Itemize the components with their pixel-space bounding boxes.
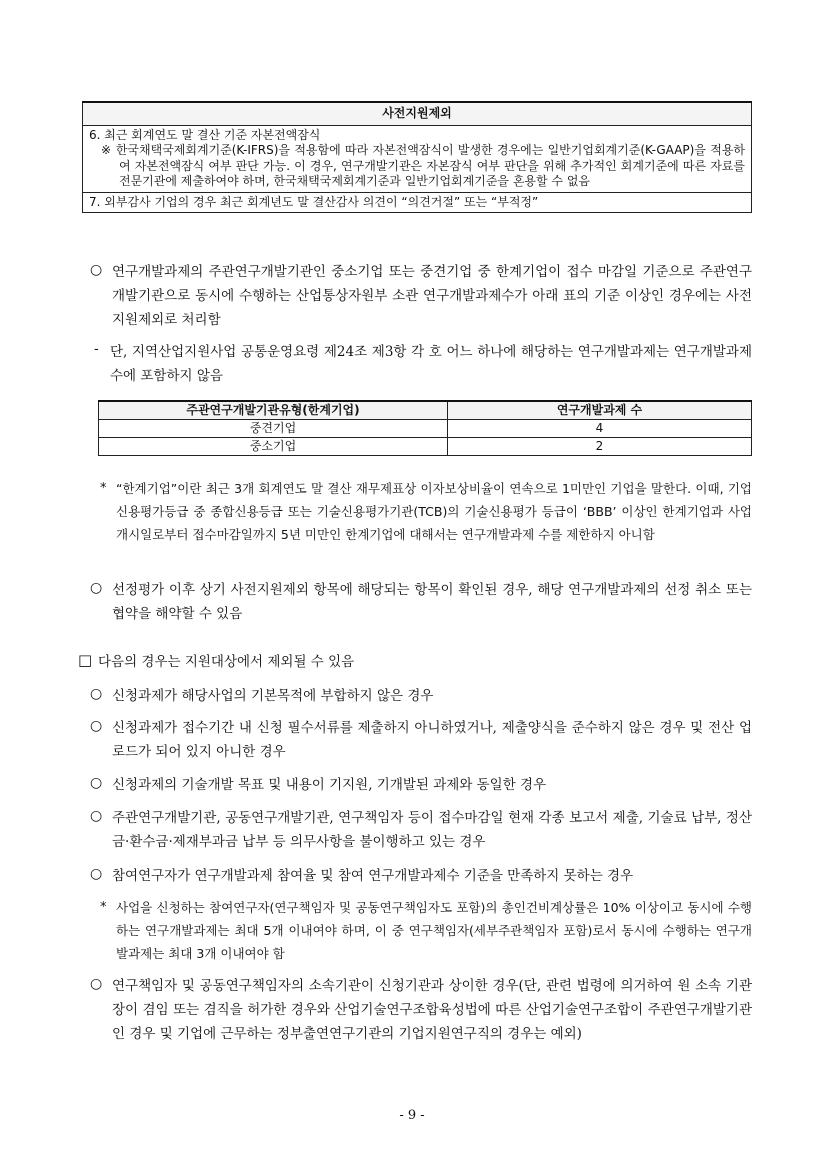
list-item: 신청과제의 기술개발 목표 및 내용이 기지원, 기개발된 과제와 동일한 경우 xyxy=(112,777,547,793)
circle-bullet: ○ xyxy=(90,866,103,882)
note-2: 사업을 신청하는 참여연구자(연구책임자 및 공동연구책임자도 포함)의 총인건비계상률은 10% 이상이고 동시에 수행하는 연구개발과제는 최대 5개 이내여야 하며, 이 중 연구책임자(세부주관책임자 포함)로서 동시에 수행하는 연구개발과제는 최대 3개 이내여야 함 xyxy=(116,900,752,961)
cell-type: 중견기업 xyxy=(99,420,448,438)
star-mark: * xyxy=(100,481,107,496)
col-header-count: 연구개발과제 수 xyxy=(448,401,752,420)
cell-count: 4 xyxy=(448,420,752,438)
circle-bullet: ○ xyxy=(90,775,103,791)
row6-note-text: 한국채택국제회계기준(K-IFRS)을 적용함에 따라 자본전액잠식이 발생한 경우에는 일반기업회계기준(K-GAAP)을 적용하여 자본전액잠식 여부 판단 가능. 이 경우, 연구개발기관은 자본잠식 여부 판단을 위해 추가적인 회계기준에 따른 자료를 전문기관에 제출하여야 하며, 한국채택국제회계기준과 일반기업회계기준을 혼용할 수 없음 xyxy=(115,143,745,188)
cell-count: 2 xyxy=(448,438,752,456)
circle-bullet: ○ xyxy=(90,262,103,278)
square-bullet: □ xyxy=(78,651,93,669)
circle-bullet: ○ xyxy=(90,718,103,734)
note-mark: ※ xyxy=(101,143,112,157)
table-row: 7. 외부감사 기업의 경우 최근 회계년도 말 결산감사 의견이 “의견거절” 또는 “부적정” xyxy=(83,192,752,213)
table-row xyxy=(99,420,752,438)
list-item: 주관연구개발기관, 공동연구개발기관, 연구책임자 등이 접수마감일 현재 각종 보고서 제출, 기술료 납부, 정산금·환수금·제재부과금 납부 등 의무사항을 불이행하고 있는 경우 xyxy=(112,810,752,850)
page-number: - 9 - xyxy=(399,1108,425,1123)
table-header: 사전지원제외 xyxy=(83,102,752,125)
paragraph-1: 연구개발과제의 주관연구개발기관인 중소기업 또는 중견기업 중 한계기업이 접수 마감일 기준으로 주관연구개발기관으로 동시에 수행하는 산업통상자원부 소관 연구개발과제수가 아래 표의 기준 이상인 경우에는 사전지원제외로 처리함 xyxy=(112,264,752,328)
list-item: 참여연구자가 연구개발과제 참여율 및 참여 연구개발과제수 기준을 만족하지 못하는 경우 xyxy=(112,868,634,884)
pre-exclusion-table xyxy=(82,101,752,213)
col-header-type: 주관연구개발기관유형(한계기업) xyxy=(99,401,448,420)
section-title: 다음의 경우는 지원대상에서 제외될 수 있음 xyxy=(98,654,355,670)
circle-bullet: ○ xyxy=(90,976,103,992)
project-count-table xyxy=(98,400,752,456)
list-item: 연구책임자 및 공동연구책임자의 소속기관이 신청기관과 상이한 경우(단, 관련 법령에 의거하여 원 소속 기관장이 겸임 또는 겸직을 허가한 경우와 산업기술연구조합육성법에 따른 산업기술연구조합이 주관연구개발기관인 경우 및 기업에 근무하는 정부출연연구기관의 기업지원연구직의 경우는 예외) xyxy=(112,978,752,1042)
dash-bullet: - xyxy=(94,341,99,357)
table-row xyxy=(83,125,752,192)
circle-bullet: ○ xyxy=(90,686,103,702)
note-1: “한계기업”이란 최근 3개 회계연도 말 결산 재무제표상 이자보상비율이 연속으로 1미만인 기업을 말한다. 이때, 기업신용평가등급 중 종합신용등급 또는 기술신용평가기관(TCB)의 기술신용평가 등급이 ‘BBB’ 이상인 한계기업과 사업개시일로부터 접수마감일까지 5년 미만인 한계기업에 대해서는 연구개발과제 수를 제한하지 아니함 xyxy=(116,481,752,542)
list-item: 신청과제가 해당사업의 기본목적에 부합하지 않은 경우 xyxy=(112,688,434,704)
circle-bullet: ○ xyxy=(90,808,103,824)
cell-type: 중소기업 xyxy=(99,438,448,456)
row6-note xyxy=(89,143,745,190)
paragraph-1-sub: 단, 지역산업지원사업 공통운영요령 제24조 제3항 각 호 어느 하나에 해당하는 연구개발과제는 연구개발과제 수에 포함하지 않음 xyxy=(110,344,752,384)
row6-title: 6. 최근 회계연도 말 결산 기준 자본전액잠식 xyxy=(89,127,321,142)
star-mark: * xyxy=(100,900,107,915)
paragraph-2: 선정평가 이후 상기 사전지원제외 항목에 해당되는 항목이 확인된 경우, 해당 연구개발과제의 선정 취소 또는 협약을 해약할 수 있음 xyxy=(112,582,752,622)
circle-bullet: ○ xyxy=(90,580,103,596)
list-item: 신청과제가 접수기간 내 신청 필수서류를 제출하지 아니하였거나, 제출양식을 준수하지 않은 경우 및 전산 업로드가 되어 있지 아니한 경우 xyxy=(112,720,752,760)
table-row xyxy=(99,438,752,456)
